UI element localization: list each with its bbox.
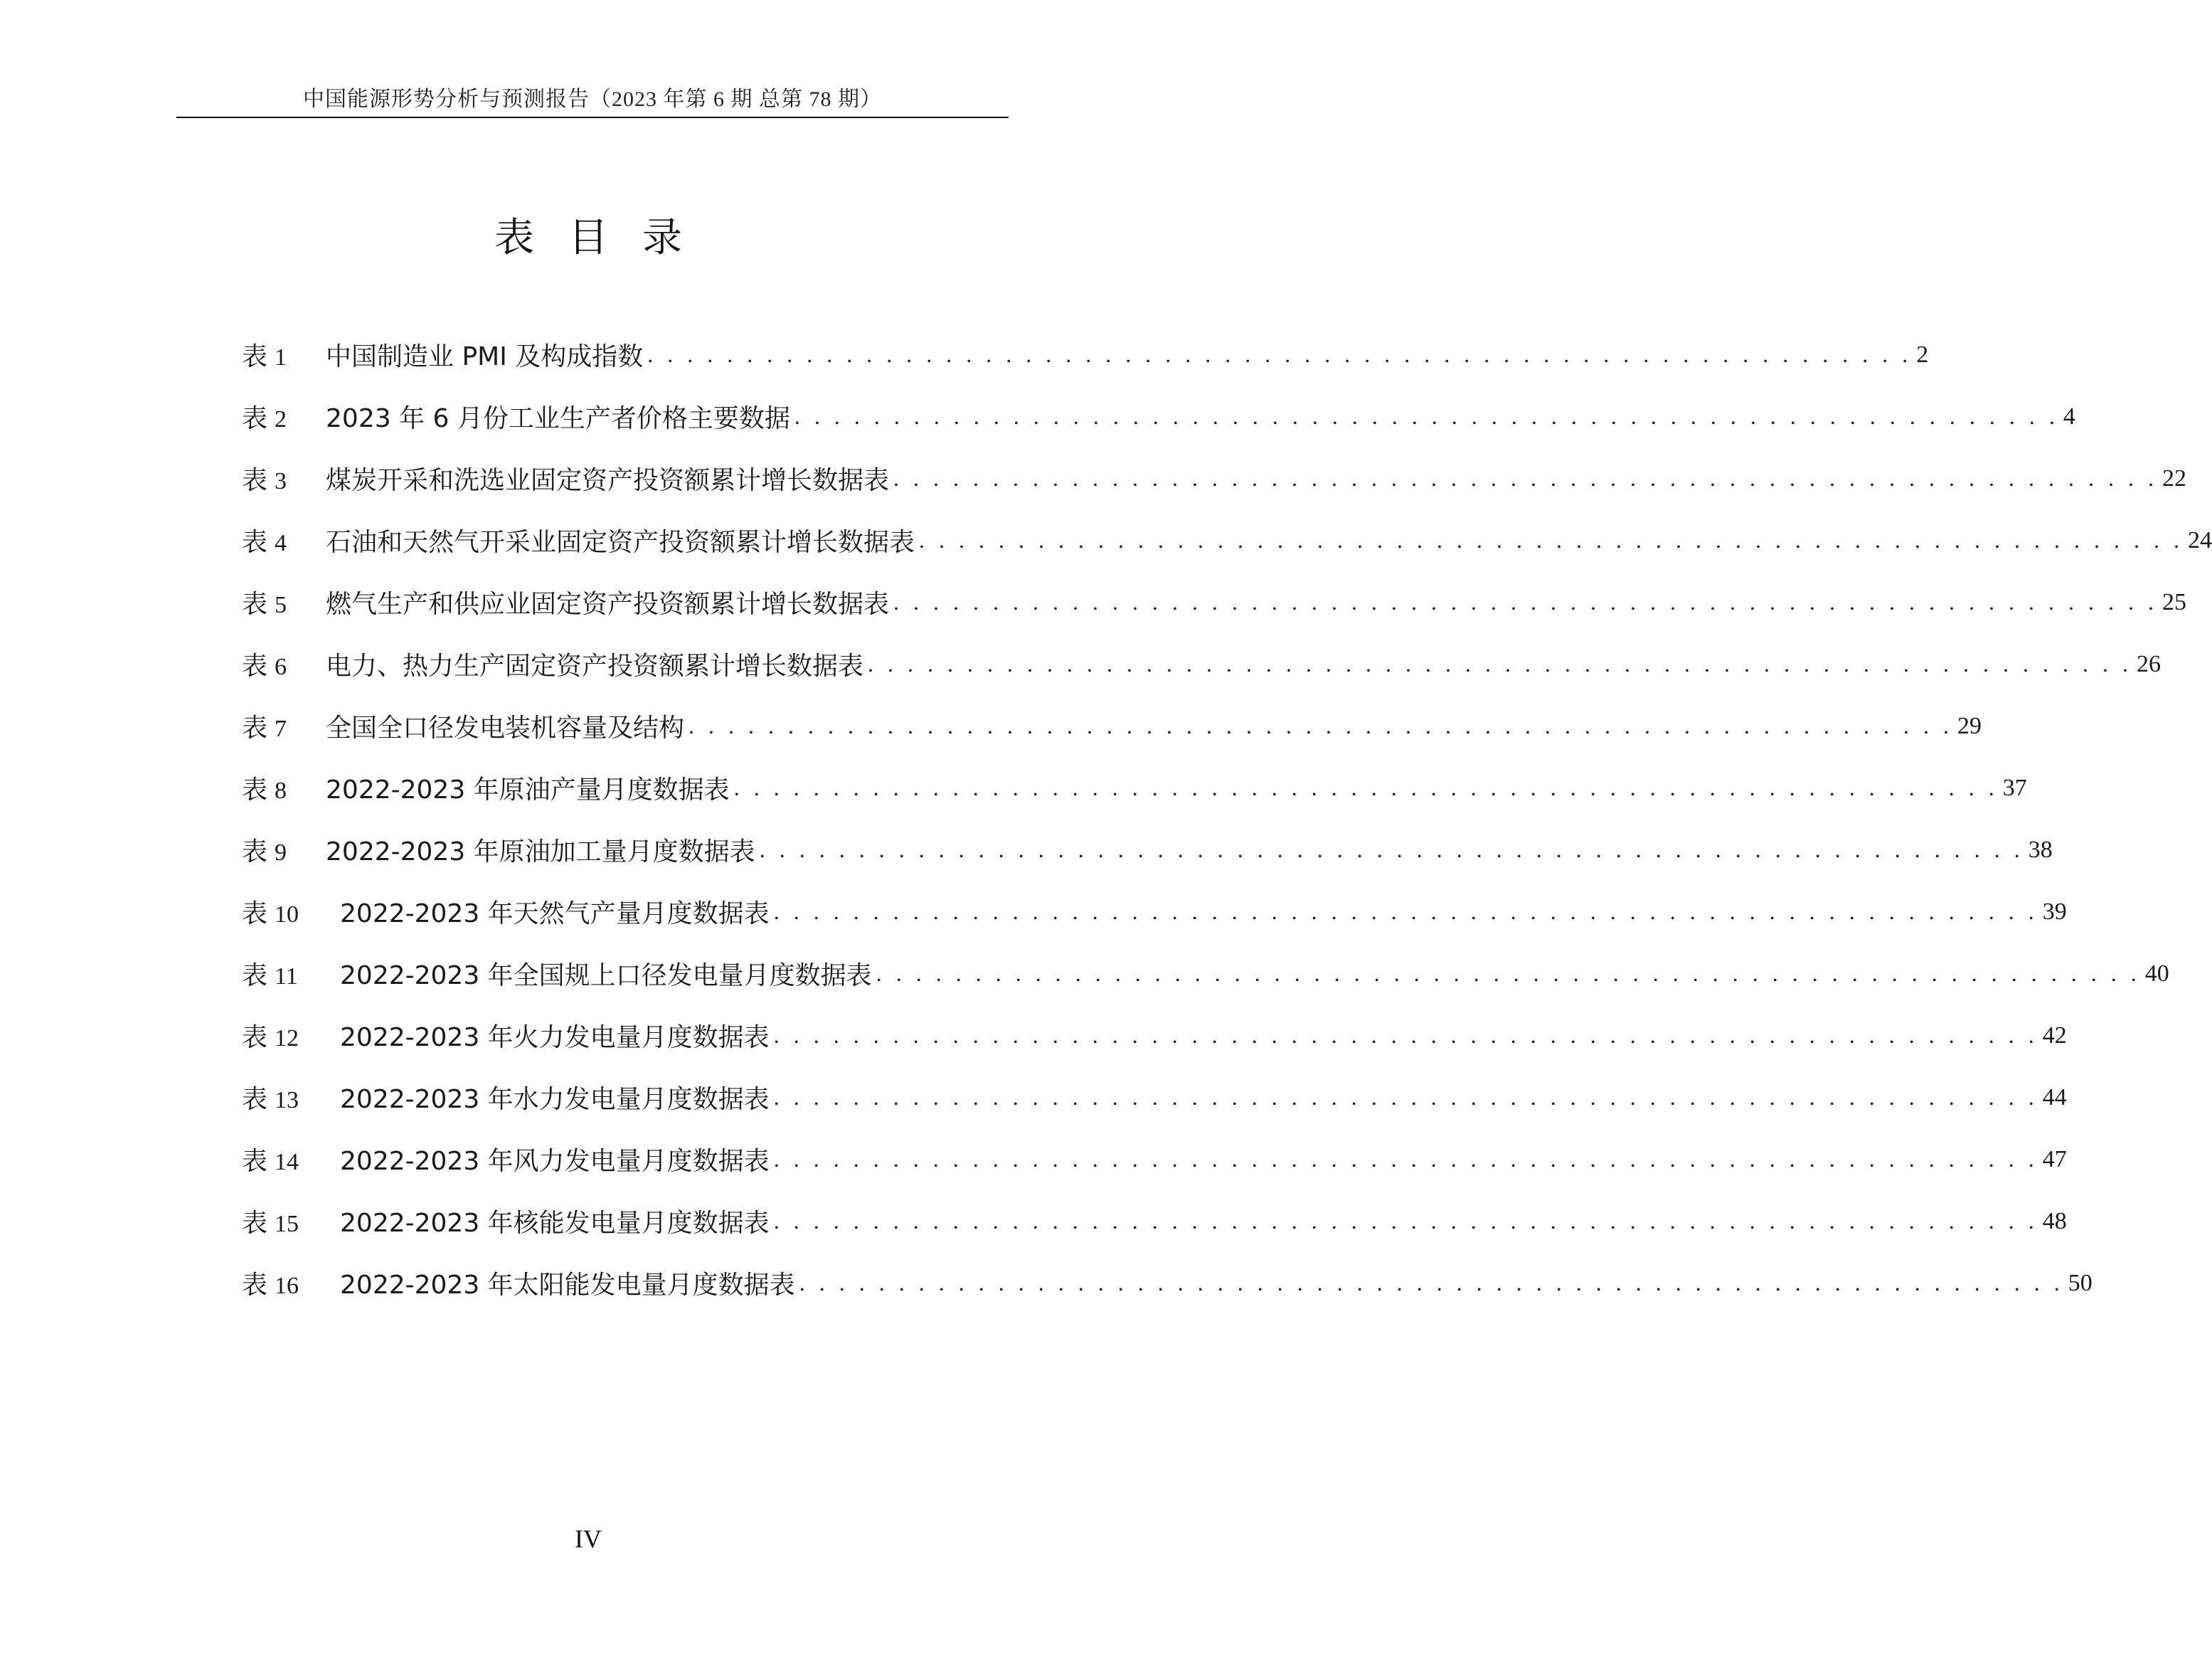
toc-dot-leader	[643, 341, 1916, 368]
toc-entry-title: 石油和天然气开采业固定资产投资额累计增长数据表	[326, 528, 915, 557]
toc-entry-2[interactable]	[242, 386, 2075, 447]
toc-entry-4[interactable]	[242, 509, 2212, 571]
toc-entry-12[interactable]	[242, 1005, 2067, 1066]
toc-entry-title: 电力、热力生产固定资产投资额累计增长数据表	[326, 652, 864, 681]
toc-dot-leader	[755, 837, 2028, 863]
toc-entry-title: 2023 年 6 月份工业生产者价格主要数据	[326, 404, 790, 433]
toc-dot-leader	[915, 527, 2188, 553]
toc-entry-title: 2022-2023 年核能发电量月度数据表	[340, 1209, 770, 1238]
toc-entry-label: 表 6	[242, 652, 287, 681]
toc-dot-leader	[770, 1208, 2043, 1234]
toc-entry-label: 表 9	[242, 837, 287, 867]
toc-dot-leader	[770, 1084, 2043, 1111]
toc-entry-label: 表 8	[242, 775, 287, 805]
toc-entry-page: 22	[2162, 465, 2187, 492]
toc-entry-title: 2022-2023 年太阳能发电量月度数据表	[340, 1271, 795, 1300]
toc-entry-title: 燃气生产和供应业固定资产投资额累计增长数据表	[326, 590, 890, 619]
header-rule	[176, 117, 1009, 118]
toc-dot-leader	[770, 1022, 2043, 1049]
toc-entry-5[interactable]	[242, 571, 2187, 633]
toc-entry-label: 表 12	[242, 1023, 299, 1052]
toc-entry-page: 2	[1916, 341, 1929, 368]
toc-entry-label: 表 16	[242, 1271, 299, 1300]
toc-dot-leader	[730, 775, 2003, 801]
toc-entry-page: 24	[2188, 526, 2212, 553]
page-number: IV	[575, 1525, 602, 1553]
toc-entry-title: 2022-2023 年原油加工量月度数据表	[326, 837, 755, 867]
toc-entry-page: 37	[2002, 774, 2027, 801]
toc-dot-leader	[863, 651, 2137, 677]
toc-entry-page: 50	[2068, 1269, 2093, 1296]
toc-entry-8[interactable]	[242, 757, 2027, 819]
toc-entry-9[interactable]	[242, 819, 2053, 881]
toc-entry-page: 29	[1957, 712, 1982, 739]
toc-entry-label: 表 14	[242, 1147, 299, 1176]
toc-entry-label: 表 15	[242, 1209, 299, 1238]
page-title: 表目录	[494, 215, 716, 261]
toc-entry-label: 表 2	[242, 404, 287, 433]
toc-entry-title: 中国制造业 PMI 及构成指数	[326, 342, 644, 371]
toc-dot-leader	[770, 899, 2043, 925]
toc-entry-page: 42	[2042, 1022, 2067, 1049]
toc-entry-page: 47	[2042, 1145, 2067, 1172]
toc-entry-title: 全国全口径发电装机容量及结构	[326, 714, 685, 743]
toc-dot-leader	[770, 1146, 2043, 1172]
toc-entry-page: 26	[2137, 650, 2162, 677]
toc-entry-page: 48	[2042, 1207, 2067, 1234]
toc-entry-label: 表 11	[242, 961, 298, 990]
toc-entry-10[interactable]	[242, 881, 2067, 943]
toc-dot-leader	[684, 713, 1957, 739]
toc-entry-label: 表 10	[242, 899, 299, 928]
toc-entry-7[interactable]	[242, 695, 1982, 757]
toc-dot-leader	[790, 403, 2063, 430]
toc-entry-page: 25	[2162, 588, 2187, 615]
toc-entry-label: 表 7	[242, 714, 287, 743]
toc-dot-leader	[872, 960, 2145, 987]
toc-dot-leader	[889, 465, 2162, 492]
toc-entry-page: 4	[2063, 403, 2075, 430]
toc-entry-3[interactable]	[242, 447, 2187, 509]
toc-entry-title: 2022-2023 年原油产量月度数据表	[326, 775, 730, 805]
toc-entry-title: 2022-2023 年全国规上口径发电量月度数据表	[340, 961, 872, 990]
toc-entry-title: 2022-2023 年风力发电量月度数据表	[340, 1147, 770, 1176]
toc-entry-title: 煤炭开采和洗选业固定资产投资额累计增长数据表	[326, 466, 890, 495]
toc-entry-page: 38	[2028, 836, 2053, 863]
toc-entry-1[interactable]	[242, 324, 1929, 386]
toc-entry-title: 2022-2023 年天然气产量月度数据表	[340, 899, 770, 928]
table-of-contents	[242, 324, 2212, 1314]
toc-entry-label: 表 1	[242, 342, 287, 371]
toc-dot-leader	[795, 1270, 2068, 1296]
toc-entry-page: 39	[2042, 898, 2067, 925]
toc-entry-label: 表 5	[242, 590, 287, 619]
toc-entry-label: 表 4	[242, 528, 287, 557]
toc-entry-6[interactable]	[242, 633, 2162, 695]
toc-entry-13[interactable]	[242, 1066, 2067, 1128]
toc-entry-14[interactable]	[242, 1128, 2067, 1190]
toc-entry-title: 2022-2023 年火力发电量月度数据表	[340, 1023, 770, 1052]
toc-entry-label: 表 3	[242, 466, 287, 495]
toc-entry-15[interactable]	[242, 1190, 2067, 1252]
toc-entry-16[interactable]	[242, 1252, 2093, 1314]
toc-entry-11[interactable]	[242, 943, 2169, 1005]
toc-dot-leader	[889, 589, 2162, 615]
running-header: 中国能源形势分析与预测报告（2023 年第 6 期 总第 78 期）	[303, 88, 882, 111]
toc-entry-page: 44	[2042, 1083, 2067, 1111]
toc-entry-title: 2022-2023 年水力发电量月度数据表	[340, 1085, 770, 1114]
toc-entry-label: 表 13	[242, 1085, 299, 1114]
toc-entry-page: 40	[2144, 960, 2169, 987]
